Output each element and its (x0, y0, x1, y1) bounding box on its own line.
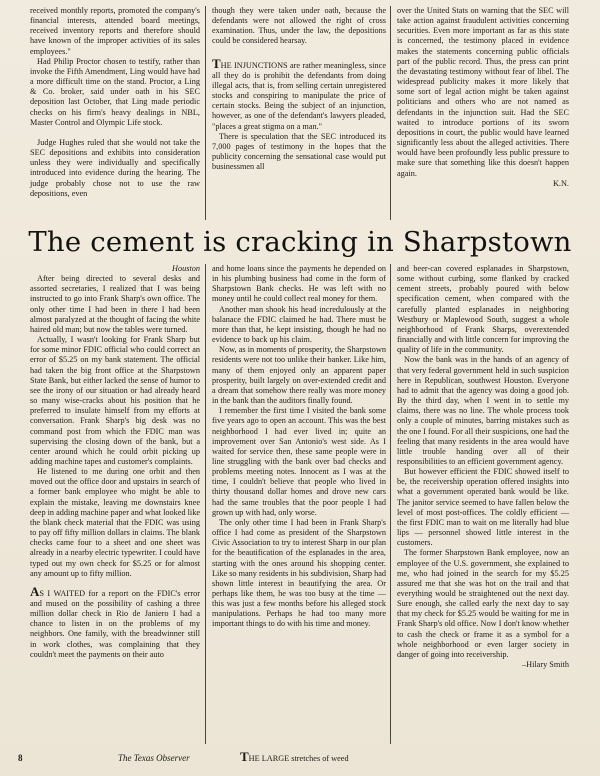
article-col2-lead-in: HE LARGE (248, 754, 290, 763)
article-col2-para-4: I remember the first time I visited the bank some five years ago to open an account. This was the best neighborhood I had ever lived in; quite an improvement over San Antonio's west side. As I waited for service then, these same people were in line struggling with the bank over bad checks and problems meeting notes. Innocent as I was at the time, I couldn't believe that people who lived in thirty thousand dollar homes and drove new cars had the same troubles that the poor people I had grown up with had, only worse. (212, 406, 386, 517)
top-col2-rest: are rather meaningless, since all they do is prohibit the defendants from doing illegal acts, that is, from selling certain unregistered stocks and conspiring to manipulate the price of certain stocks. Being the subject of an injunction, however, as one of the defendant's lawyers pleaded, "places a great stigma on a man." (212, 60, 387, 131)
article-column-3 (397, 264, 569, 670)
article-col1-lead-in: S I WAITED (39, 588, 86, 598)
article-col2-drop-cap: T (240, 749, 249, 764)
top-column-1 (30, 6, 200, 199)
top-col2-last: There is speculation that the SEC introduced its 7,000 pages of testimony in the hopes that the publicity concerning the sensational case would put businessmen all (212, 131, 386, 172)
article-column-rule-2 (390, 264, 391, 744)
top-col2-section-break (212, 55, 387, 132)
article-col2-para-3: Now, as in moments of prosperity, the Sharpstown residents were not too unlike their banker. Like him, many of them enjoyed only an apparent paper prosperity, built largely on over-extended credit and a dream that somehow there really was more money in the bank than the auditors finally found. (212, 345, 386, 406)
article-col1-para-1: After being directed to several desks and assorted secretaries, I realized that I was being instructed to go into Frank Sharp's own office. The only other time I had been in there I had been almost paralyzed at the thought of facing the white haired old man; but now the tables were turned. (30, 274, 200, 334)
article-col1-para-2: Actually, I wasn't looking for Frank Sharp but for some minor FDIC official who could correct an error of $5.25 on my bank statement. The official had taken the big front office at the Sharpstown State Bank, but either lacked the sense of humor to see the irony of our situation or had already heard so many wise-cracks about his position that he preferred to insulate himself from my efforts at conversation. Frank Sharp's big desk was no command post from which the FDIC man was supervising the closing down of the bank, but a center around which he could orbit picking up adding machine tapes and customer's complaints. (30, 335, 200, 466)
headline: The cement is cracking in Sharpstown (28, 226, 572, 258)
top-col1-para-3: Judge Hughes ruled that she would not take the SEC depositions and exhibits into consideration unless they were individually and specifically introduced into evidence during the hearing. The judge probably chose not to use the raw depositions, even (30, 137, 200, 198)
top-column-2 (212, 6, 386, 172)
top-col2-drop-cap: T (212, 55, 221, 71)
top-signature: K.N. (552, 178, 569, 188)
dateline: Houston (172, 264, 200, 273)
article-col1-section-break (30, 583, 200, 660)
article-col3-para-1: and beer-can covered esplanades in Sharpstown, some without curbing, some flanked by cracked cement streets, probably poured with below specification cement, when compared with the carefully planted esplanades in neighboring Westbury or Maplewood South, suggest a whole neighborhood of Frank Sharps, overextended financially and with little concern for improving the quality of life in the community. (397, 264, 569, 355)
article-col2-para-5: The only other time I had been in Frank Sharp's office I had come as president of the Sharpstown Civic Association to try to interest Sharp in our plan for the beautification of the esplanades in the area, starting with the ones around his shopping center. Like so many residents in his subdivision, Sharp had shown little interest in beautifying the area. Or perhaps like them, he was too busy at the time — this was just a few months before his alleged stock manipulations. Perhaps he had too many more important things to do with his time and money. (212, 517, 386, 629)
top-col1-para-1: received monthly reports, promoted the company's financial interests, attended board meetings, received inventory reports and therefore should have known of the improper activities of its sales employees." (30, 6, 200, 56)
article-col3-para-2: Now the bank was in the hands of an agency of that very federal government held in such suspicion here in Republican, southwest Houston. Everyone had to admit that the agency was doing a good job. By the third day, when I went in to settle my claims, there was no line. The whole process took only a couple of minutes, barring mistakes such as the one I found. For all their suspicions, one had the feeling that many residents in the area would have little trouble handing over all of their responsibilities to an efficient government agency. (397, 355, 569, 466)
top-col1-para-2: Had Philip Proctor chosen to testify, rather than invoke the Fifth Amendment, Ling would have had a more difficult time on the stand. Proctor, a Ling & Co. broker, said under oath in his SEC deposition last October, that Ling made periodic checks on his firm's heavy dealings in NBL, Master Control and Olympic Life stock. (30, 56, 200, 127)
article-col2-para-1: and home loans since the payments he depended on in his plumbing business had come in the form of Sharpstown Bank checks. He was left with no money until he could collect real money for them. (212, 264, 386, 304)
article-col2-closing-line (240, 749, 390, 764)
article-col3-para-4: The former Sharpstown Bank employee, now an employee of the U.S. government, she explained to me, who had joined in the search for my $5.25 assured me that she was hot on the trail and that everything would be straightened out the next day. Sure enough, she called early the next day to say that my check for $5.25 would be waiting for me in Frank Sharp's old office. Now I don't know whether to cash the check or frame it as a symbol for a whole neighborhood or even larger society in danger of going into receivership. (397, 548, 569, 659)
top-column-rule-2 (390, 6, 391, 220)
article-col2-para-2: Another man shook his head incredulously at the balanace the FDIC claimed he had. There must be more than that, he kept insisting, though he had no evidence to back up his claim. (212, 304, 386, 345)
top-col2-intro: though they were taken under oath, because the defendants were not allowed the right of cross examination. Thus, under the law, the depositions could be considered hearsay. (212, 6, 386, 46)
article-col3-para-3: But however efficient the FDIC showed itself to be, the receivership operation offered insights into what a government operated bank would be like. The janitor service seemed to have fallen below the level of most post-offices. The coldly efficient — the first FDIC man to wait on me literally had blue lips — personnel showed little interest in the customers. (397, 467, 569, 548)
top-column-3 (397, 6, 569, 189)
article-col1-para-3: He listened to me during one orbit and then moved out the office door and upstairs in search of a former bank employee who might be able to explain the mistake, leaving me downstairs knee deep in adding machine paper and what looked like the blank check material that the FDIC was using to pay off fifty million dollars in claims. The blank checks came four to a sheet and one sheet was already in a nearby electric typewriter. I could have typed out my own check for $5.25 or for almost any amount up to fifty million. (30, 467, 200, 578)
top-col3-para: over the United Stats on warning that the SEC will take action against fraudulent activities concerning securities. Even more important as far as this state is concerned, the testimony placed in evidence makes the statements concerning public officials part of the public record. Thus, the press can print the devastating testimony without fear of libel. The widespread publicity makes it more likely that some sort of legal action might be taken against politicians and others who are not named as defendants in the injunction suit. Had the SEC waited to introduce portions of its sworn depositions in court, the public would have learned significantly less about the alleged activities. There would have been profoundly less public pressure to make sure that something like this doesn't happen again. (397, 6, 569, 178)
article-signature: –Hilary Smith (522, 660, 569, 670)
article-column-2 (212, 264, 386, 630)
article-col1-rest: for a report on the FDIC's error and mused on the possibility of cashing a three million dollar check in Rio de Janiero I had a chance to listen in on the problems of my neighbors. One family, with the breadwinner still in work clothes, was complaining that they couldn't meet the payments on their auto (30, 588, 200, 659)
article-column-1 (30, 264, 200, 660)
article-column-rule-1 (205, 264, 206, 744)
publication-name: The Texas Observer (118, 753, 190, 763)
top-col2-lead-in: HE INJUNCTIONS (220, 60, 288, 70)
article-col2-tail: stretches of weed (289, 754, 349, 763)
article-col1-drop-cap: A (30, 583, 40, 599)
page-number: 8 (18, 753, 23, 763)
top-column-rule-1 (205, 6, 206, 220)
